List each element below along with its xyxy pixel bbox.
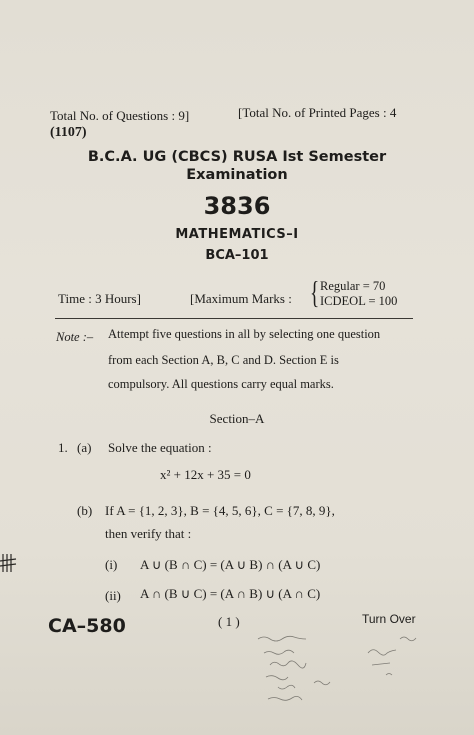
sub-part-ii-equation: A ∩ (B ∪ C) = (A ∩ B) ∪ (A ∩ C)	[140, 586, 321, 601]
turn-over: Turn Over	[362, 612, 416, 626]
part-b-text-2: then verify that :	[105, 526, 192, 541]
course-code: BCA–101	[205, 248, 269, 263]
subject-name: MATHEMATICS–I	[175, 227, 299, 242]
exam-title-line2: Examination	[186, 167, 288, 183]
note-line-1: Attempt five questions in all by selecting one question	[108, 327, 381, 341]
handwritten-scribble	[250, 625, 430, 715]
sub-part-i-label: (i)	[105, 557, 118, 572]
marks-regular: Regular = 70	[320, 279, 386, 293]
note-label: Note :–	[56, 330, 94, 344]
sub-part-ii-label: (ii)	[105, 588, 121, 603]
margin-tally-marks	[0, 552, 18, 574]
equation: x² + 12x + 35 = 0	[160, 467, 251, 482]
divider	[55, 318, 413, 319]
part-a-label: (a)	[77, 440, 92, 455]
paper-code: (1107)	[50, 125, 87, 140]
footer-code: CA–580	[48, 615, 126, 637]
part-a-text: Solve the equation :	[108, 440, 212, 455]
total-pages: [Total No. of Printed Pages : 4	[238, 105, 397, 120]
note-line-3: compulsory. All questions carry equal marks.	[108, 377, 334, 391]
time-allowed: Time : 3 Hours]	[58, 291, 141, 306]
section-heading: Section–A	[209, 411, 265, 426]
marks-brace: {	[310, 274, 320, 310]
question-number: 1.	[58, 440, 68, 455]
note-line-2: from each Section A, B, C and D. Section E is	[108, 353, 339, 367]
page-number: ( 1 )	[218, 614, 240, 629]
part-b-label: (b)	[77, 503, 93, 518]
exam-title: B.C.A. UG (CBCS) RUSA Ist Semester	[87, 149, 387, 165]
sub-part-i-equation: A ∪ (B ∩ C) = (A ∪ B) ∩ (A ∪ C)	[140, 557, 321, 572]
max-marks-label: [Maximum Marks :	[190, 291, 292, 306]
total-questions: Total No. of Questions : 9]	[50, 108, 190, 123]
marks-icdeol: ICDEOL = 100	[320, 294, 398, 308]
paper-number: 3836	[203, 192, 271, 220]
part-b-text: If A = {1, 2, 3}, B = {4, 5, 6}, C = {7, 8, 9},	[105, 503, 335, 518]
